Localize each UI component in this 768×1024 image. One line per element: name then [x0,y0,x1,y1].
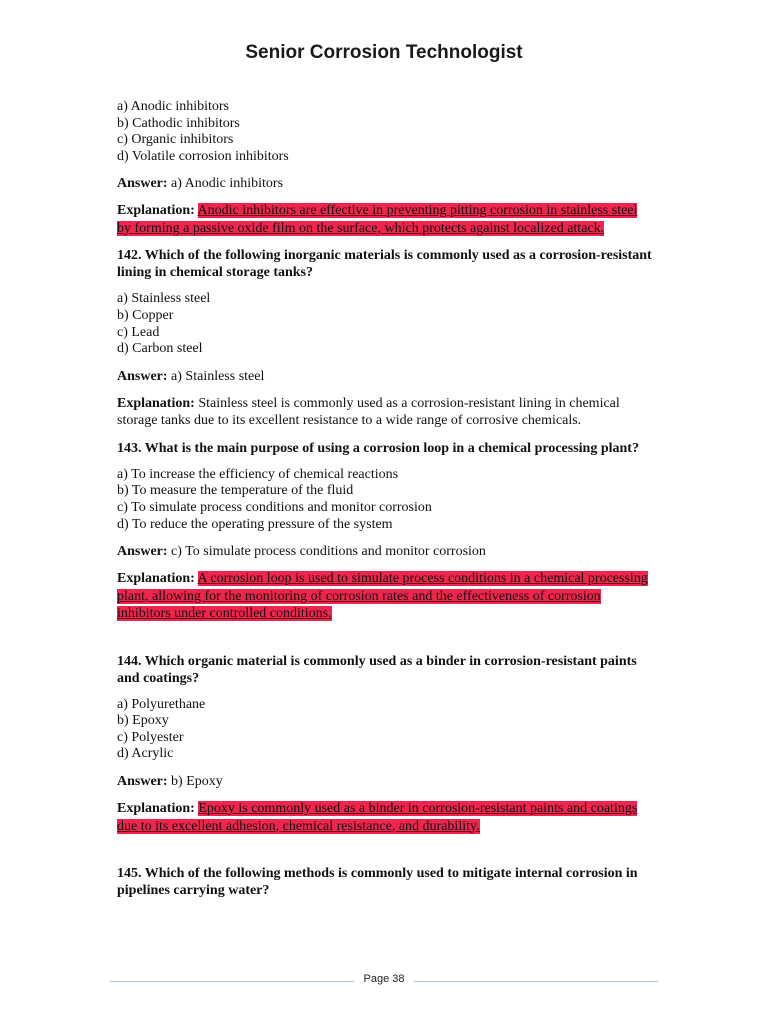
answer-line [117,543,652,560]
options-list [117,99,652,165]
answer-text: c) To simulate process conditions and monitor corrosion [171,544,486,560]
option-c: c) Lead [117,324,160,340]
answer-text: a) Anodic inhibitors [171,176,284,192]
option-a: a) Polyurethane [117,696,206,712]
question-145: 145. Which of the following methods is commonly used to mitigate internal corrosion in pipelines carrying water? [117,866,638,898]
page-number: Page 38 [363,973,405,985]
page-content [117,99,652,899]
option-a: a) Anodic inhibitors [117,99,229,114]
options-list [117,697,652,763]
explanation-paragraph [117,570,652,623]
options-list [117,467,652,533]
explanation-label: Explanation: [117,203,195,219]
answer-label: Answer: [117,176,168,192]
option-a: a) To increase the efficiency of chemical reactions [117,466,399,482]
explanation-label: Explanation: [117,801,195,816]
footer-divider-right [414,981,658,982]
explanation-paragraph [117,202,652,237]
option-b: b) Copper [117,307,174,323]
answer-line [117,175,652,192]
option-b: b) Epoxy [117,713,169,729]
answer-line [117,368,652,385]
option-a: a) Stainless steel [117,291,211,307]
answer-line [117,773,652,790]
answer-label: Answer: [117,368,168,384]
answer-text: a) Stainless steel [171,368,265,384]
question-143: 143. What is the main purpose of using a corrosion loop in a chemical processing plant? [117,440,639,456]
question-142: 142. Which of the following inorganic materials is commonly used as a corrosion-resistant lining in chemical storage tanks? [117,248,652,281]
page-footer [110,972,658,990]
option-c: c) Organic inhibitors [117,132,234,148]
answer-text: b) Epoxy [171,774,223,789]
paragraph-gap [117,623,652,643]
explanation-label: Explanation: [117,571,195,587]
explanation-label: Explanation: [117,395,195,411]
answer-label: Answer: [117,774,168,789]
option-b: b) To measure the temperature of the fluid [117,483,354,499]
explanation-paragraph [117,800,652,835]
paragraph-gap [117,835,652,855]
explanation-text: Stainless steel is commonly used as a corrosion-resistant lining in chemical storage tanks due to its excellent resistance to a wide range of corrosive chemicals. [117,395,620,429]
option-c: c) To simulate process conditions and monitor corrosion [117,499,432,515]
options-list [117,291,652,357]
question-144: 144. Which organic material is commonly used as a binder in corrosion-resistant paints and coatings? [117,653,637,686]
explanation-paragraph [117,395,652,430]
explanation-highlighted-text: Epoxy is commonly used as a binder in corrosion-resistant paints and coatings due to its excellent adhesion, chemical resistance, and durability. [117,801,638,834]
option-d: d) Carbon steel [117,341,203,357]
option-c: c) Polyester [117,729,184,745]
explanation-highlighted-text: Anodic inhibitors are effective in preventing pitting corrosion in stainless steel by forming a passive oxide film on the surface, which protects against localized attack. [117,203,638,236]
option-d: d) Acrylic [117,746,174,762]
answer-label: Answer: [117,544,168,560]
page-header-title: Senior Corrosion Technologist [245,42,523,63]
explanation-highlighted-text: A corrosion loop is used to simulate process conditions in a chemical processing plant, allowing for the monitoring of corrosion rates and the effectiveness of corrosion inhibitors under controlled conditions. [117,571,648,622]
option-b: b) Cathodic inhibitors [117,115,240,131]
option-d: d) To reduce the operating pressure of the system [117,516,393,532]
option-d: d) Volatile corrosion inhibitors [117,148,289,164]
